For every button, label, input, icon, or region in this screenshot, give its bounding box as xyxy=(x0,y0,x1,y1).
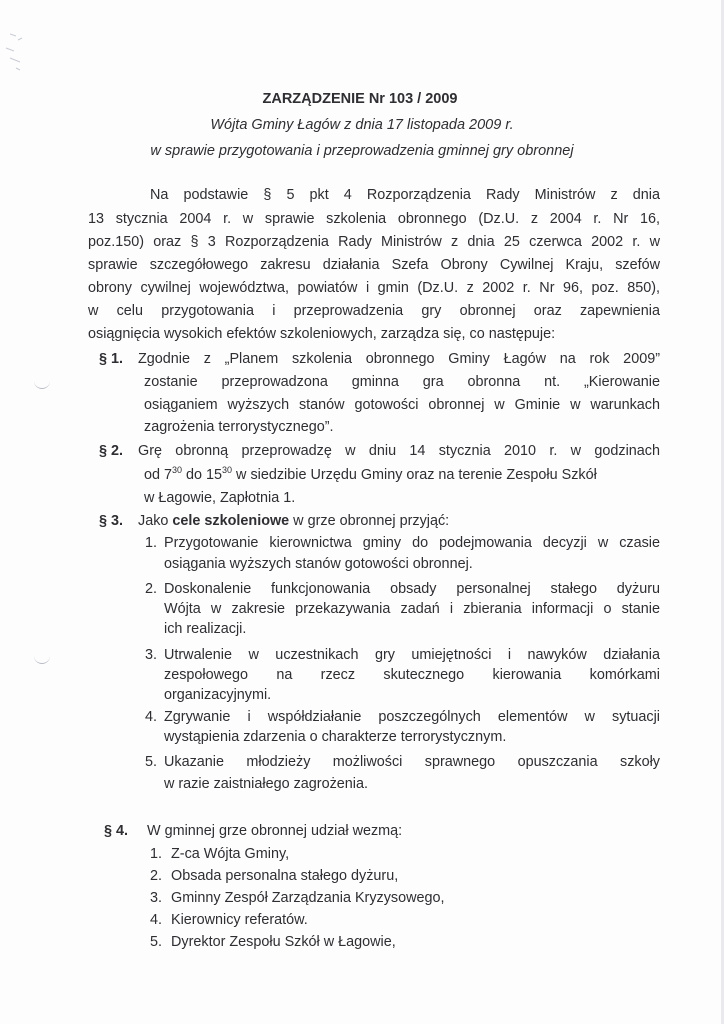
punch-hole-mark xyxy=(34,380,50,389)
list-number: 4. xyxy=(150,912,163,928)
list-item-line: zespołowego na rzecz skutecznego kierowania komórkami xyxy=(164,667,660,683)
scan-artifact-icon xyxy=(4,28,28,78)
list-number: 5. xyxy=(145,754,158,770)
participant-item: Gminny Zespół Zarządzania Kryzysowego, xyxy=(171,890,445,906)
document-subtitle-subject: w sprawie przygotowania i przeprowadzenia gminnej gry obronnej xyxy=(150,143,574,159)
list-number: 2. xyxy=(150,868,163,884)
list-item-line: organizacyjnymi. xyxy=(164,687,272,703)
preamble-line: 13 stycznia 2004 r. w sprawie szkolenia obronnego (Dz.U. z 2004 r. Nr 16, xyxy=(88,211,660,227)
list-number: 5. xyxy=(150,934,163,950)
participant-item: Z-ca Wójta Gminy, xyxy=(171,846,290,862)
punch-hole-mark xyxy=(34,655,50,664)
preamble-line: obrony cywilnej województwa, powiatów i gmin (Dz.U. z 2002 r. Nr 96, poz. 850), xyxy=(88,280,660,296)
participant-item: Dyrektor Zespołu Szkół w Łagowie, xyxy=(171,934,396,950)
list-item-line: w razie zaistniałego zagrożenia. xyxy=(164,776,368,792)
list-item-line: wystąpienia zdarzenia o charakterze terrorystycznym. xyxy=(164,729,507,745)
list-item-line: Wójta w zakresie przekazywania zadań i zbierania informacji o stanie xyxy=(164,601,660,617)
paragraph-mark: § 3. xyxy=(99,513,124,529)
list-item-line: Zgrywanie i współdziałanie poszczególnych elementów w sytuacji xyxy=(164,709,660,725)
list-number: 4. xyxy=(145,709,158,725)
paragraph-2-line: Grę obronną przeprowadzę w dniu 14 stycznia 2010 r. w godzinach xyxy=(138,443,660,459)
paragraph-mark: § 1. xyxy=(99,351,124,367)
paragraph-1-line: Zgodnie z „Planem szkolenia obronnego Gminy Łagów na rok 2009” xyxy=(138,351,660,367)
participant-item: Kierownicy referatów. xyxy=(171,912,308,928)
list-item-line: osiągania wyższych stanów gotowości obronnej. xyxy=(164,556,473,572)
document-title: ZARZĄDZENIE Nr 103 / 2009 xyxy=(262,91,458,107)
list-item-line: Utrwalenie w uczestnikach gry umiejętności i nawyków działania xyxy=(164,647,660,663)
preamble-line: osiągnięcia wysokich efektów szkoleniowych, zarządza się, co następuje: xyxy=(88,326,556,342)
list-number: 3. xyxy=(150,890,163,906)
paragraph-2-line: w Łagowie, Zapłotnia 1. xyxy=(144,490,296,506)
paragraph-1-line: zagrożenia terrorystycznego”. xyxy=(144,419,334,435)
list-number: 1. xyxy=(145,535,158,551)
document-subtitle-author-date: Wójta Gminy Łagów z dnia 17 listopada 2009 r. xyxy=(210,117,514,133)
paragraph-2-time-line: od $7^{30}$ do $15^{30}$ w siedzibie Urzędu Gminy oraz na terenie Zespołu Szkół xyxy=(144,465,597,483)
list-item-line: Doskonalenie funkcjonowania obsady personalnej stałego dyżuru xyxy=(164,581,660,597)
paragraph-mark: § 4. xyxy=(104,823,129,839)
list-item-line: Ukazanie młodzieży możliwości sprawnego opuszczania szkoły xyxy=(164,754,660,770)
participant-item: Obsada personalna stałego dyżuru, xyxy=(171,868,399,884)
list-item-line: Przygotowanie kierownictwa gminy do podejmowania decyzji w czasie xyxy=(164,535,660,551)
paragraph-mark: § 2. xyxy=(99,443,124,459)
preamble-line: poz.150) oraz § 3 Rozporządzenia Rady Ministrów z dnia 25 czerwca 2002 r. w xyxy=(88,234,660,250)
list-item-line: ich realizacji. xyxy=(164,621,247,637)
list-number: 1. xyxy=(150,846,163,862)
paragraph-1-line: osiąganiem wyższych stanów gotowości obronnej w Gminie w warunkach xyxy=(144,397,660,413)
preamble-line: w celu przygotowania i przeprowadzenia gry obronnej oraz zapewnienia xyxy=(88,303,660,319)
preamble-line: sprawie szczegółowego zakresu działania Szefa Obrony Cywilnej Kraju, szefów xyxy=(88,257,660,273)
list-number: 2. xyxy=(145,581,158,597)
paragraph-4-intro: W gminnej grze obronnej udział wezmą: xyxy=(147,823,403,839)
list-number: 3. xyxy=(145,647,158,663)
paragraph-3-intro: Jako cele szkoleniowe w grze obronnej przyjąć: xyxy=(138,513,450,529)
preamble-line: Na podstawie § 5 pkt 4 Rozporządzenia Rady Ministrów z dnia xyxy=(150,187,660,203)
paragraph-1-line: zostanie przeprowadzona gminna gra obronna nt. „Kierowanie xyxy=(144,374,660,390)
